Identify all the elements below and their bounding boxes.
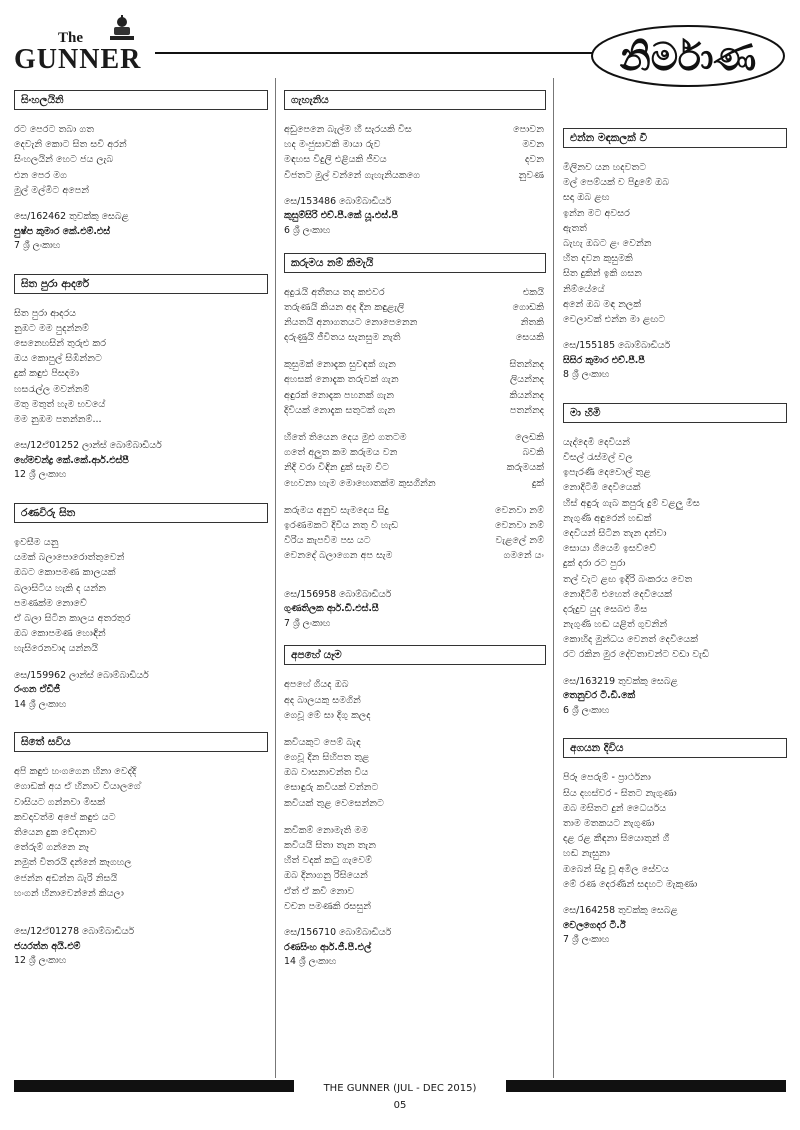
poem-line: තියෙන දුක වේදනාව xyxy=(14,827,97,839)
poem-line: එන පෙර මග xyxy=(14,169,67,181)
poet-regiment: 8 ශ්‍රී ලංකාහ xyxy=(563,369,610,381)
poem-line: මුල් මල්මිට අපෙන් xyxy=(14,184,90,196)
poem-line: ඉරණමකට දිවිය නතු වී හැඩ වෙනවා නම් xyxy=(284,519,544,531)
poem-4 xyxy=(14,732,268,968)
poet-rank: සෙ/164258 තුවක්කු සෙබළ xyxy=(563,904,678,916)
poet-regiment: 7 ශ්‍රී ලංකාහ xyxy=(284,617,331,629)
poem-line: සෙනෙහසින් තුරුළු කර xyxy=(14,338,106,350)
poem-line: ඉන්න මට අවසර xyxy=(563,207,630,219)
poem-line: තරුණයි කියන අද දින කඳුළැලි ගොඩකි xyxy=(284,301,544,313)
poem-line: ඉවසීම යනු xyxy=(14,537,59,548)
column-left xyxy=(14,90,268,981)
poet-name: පුෂ්ප කුමාර කේ.එම්.එස් xyxy=(14,225,110,237)
poet-name: රංගන ඒඩීජී xyxy=(14,684,60,696)
poem-line: දෙවැනි කොට සිත සවි අරන් xyxy=(14,139,127,151)
poem-line: මතු මතුත් හැම භවයේ xyxy=(14,398,106,410)
poem-line: දිවියක් නොදැක සතුටක් ගැන පතන්නද xyxy=(284,404,544,416)
poem-2 xyxy=(14,274,268,483)
poet-name: රණසිංහ ආර්.ජී.පී.එල් xyxy=(284,941,372,953)
poet-regiment: 12 ශ්‍රී ලංකාහ xyxy=(14,469,67,481)
poem-line: විජතට මුල් වන්නේ ගැහැනියකගෙ නුවණ xyxy=(284,169,544,181)
poem-line: සිය දහස්වර - සිතට නැගුණා xyxy=(563,787,677,799)
poem-line: කවියක් තුළ වෙසෙන්නට xyxy=(284,797,384,809)
poem-7 xyxy=(284,645,546,969)
poem-line: ඇතත් xyxy=(563,222,587,234)
poem-line: ඔබට කොපමණ කාලයක් xyxy=(14,567,116,579)
poem-line: ගෙවූ දින සිහිපත තුළ xyxy=(284,752,370,764)
poem-title: කරුමය නම් කිමැයි xyxy=(284,253,546,273)
poem-8 xyxy=(563,128,787,383)
poem-line: හිත් වදක් කටු ගැවෙම් xyxy=(284,855,372,867)
poet-rank: සෙ/162462 තුවක්කු සෙබළ xyxy=(14,210,129,222)
poem-line: රට පෙරට තබා ගත xyxy=(14,124,95,135)
poem-line: කරුමය අනුව සැමදෙය සිදු වෙනවා නම් xyxy=(284,504,544,516)
poem-line: අඩුපෙනෙ බැල්ම හී සැරයකි විස පොවන xyxy=(284,124,544,135)
footer-issue: THE GUNNER (JUL - DEC 2015) xyxy=(323,1083,477,1094)
poem-10 xyxy=(563,738,787,947)
poem-line: බලාසිටිය හැකි ද යන්න xyxy=(14,582,106,594)
brand-text: නිර්මාණ xyxy=(619,35,757,79)
poem-line: නිදි වරා විඳින දුක් සැම විට කරුමයක් xyxy=(284,462,544,474)
poem-title: සිතේ සවිය xyxy=(14,732,268,752)
poet-rank: සෙ/159962 ලාන්ස් බොම්බාඩියර් xyxy=(14,669,149,681)
poem-line: අපි කඳුළු හංගගෙන හිනා වෙද්දි xyxy=(14,766,137,778)
poem-line: සිත පුරා ආදරය xyxy=(14,307,77,319)
poet-regiment: 7 ශ්‍රී ලංකාහ xyxy=(14,240,61,252)
poem-line: හද මංජුසාවකි මායා රුව මවන xyxy=(284,139,544,151)
poem-title: රණවිරු සිත xyxy=(14,503,268,523)
poem-line: හඬ නැසුනා xyxy=(563,848,610,860)
poem-line: දෙවියන් සිටින තැන දන්වා xyxy=(563,527,667,539)
poem-line: නොදිටිමි එහෙත් දෙවියෙක් xyxy=(563,588,672,600)
poem-line: යැද්දෙමි දෙවියන් xyxy=(563,436,630,448)
poet-regiment: 6 ශ්‍රී ලංකාහ xyxy=(563,704,610,716)
poem-line: වෙනදේ බලාගෙන අප සැම ගමනේ යං xyxy=(284,550,544,562)
poem-line: තාම මතකයට නැගුණා xyxy=(563,818,655,829)
poem-line: මිලිනව යන හදවතට xyxy=(563,162,647,173)
poem-line: ඒත් ඒ කවි නොව xyxy=(284,885,355,897)
poet-regiment: 12 ශ්‍රී ලංකාහ xyxy=(14,955,67,967)
poem-line: ඔය කොපුල් සිඹින්නට xyxy=(14,353,102,365)
poet-name: කුසුම්සිරි එච්.පී.කේ යූ.එස්.පී xyxy=(284,210,398,222)
poem-9 xyxy=(563,403,787,719)
crest-icon xyxy=(106,14,138,44)
header-rule xyxy=(155,52,595,54)
poem-line: මල් පෙම්යක් ව පිදුමේ ඔබ xyxy=(563,177,670,189)
poem-title: අගයන දිවිය xyxy=(563,738,787,758)
poem-line: සිංහලයින් හෙට ජය ලැබ xyxy=(14,154,114,166)
poet-regiment: 6 ශ්‍රී ලංකාහ xyxy=(284,224,331,236)
poem-line: අද බාලයකු සමගින් xyxy=(284,694,361,706)
poem-line: ඉපැරණි දෙවොල් තුළ xyxy=(563,467,651,479)
poem-lines xyxy=(14,122,268,198)
poem-line: හසරැල්ල මවන්නම් xyxy=(14,383,90,395)
poem-6 xyxy=(284,253,546,632)
poem-3 xyxy=(14,503,268,712)
poem-line: ඔබ වාසනාවන්ත විය xyxy=(284,767,369,779)
poem-line: වාසියට ගන්නවා මිසක් xyxy=(14,796,105,808)
poem-5 xyxy=(284,90,546,239)
poet-name: තෙනුවර ටී.ඩී.කේ xyxy=(563,690,636,702)
footer-bar-right xyxy=(506,1080,786,1092)
poet-name: වෙලගෙදර ටී.ඊ xyxy=(563,919,626,931)
poem-line: පිරූ පෙරුම් - ප්‍රාර්ථනා xyxy=(563,772,651,784)
poem-line: දරුදුව යුද සෙබළු මිස xyxy=(563,603,648,615)
poet-regiment: 7 ශ්‍රී ලංකාහ xyxy=(563,934,610,946)
poem-line: දුක් දරා රට පුරා xyxy=(563,558,626,570)
poem-line: ගෙවූ මේ සා දිගු කලද xyxy=(284,709,371,721)
poet-name: ජයරත්න අයි.එම් xyxy=(14,940,81,952)
poem-line: අපහේ ගියද ඔබ xyxy=(284,679,349,691)
poem-line: නැගුණි හඬ යළිත් ගුවනින් xyxy=(563,619,668,631)
poem-line: ඔබ කොපමණ හොඳින් xyxy=(14,628,106,640)
poem-line: හෙවනා හැම මොහොතක්ම කුසගින්න දුක් xyxy=(284,477,544,489)
poem-title: අපහේ යෑම xyxy=(284,645,546,665)
poet-rank: සෙ/156958 බොම්බාඩියර් xyxy=(284,588,392,600)
poem-line: හිතේ තියෙන දෙය මුළු ගතටම ලෙඩකි xyxy=(284,432,544,444)
poet-rank: සෙ/153486 බොම්බාඩියර් xyxy=(284,195,392,207)
poem-line: මේ රණ දෙරණින් සදහට මැකුණා xyxy=(563,878,698,890)
poem-line: නැගුණි අඳුරෙන් හඬක් xyxy=(563,512,652,524)
poem-line: ගතේ අලුත කම කරුමය වන බවකි xyxy=(284,447,544,459)
poem-title: සිංහලයිනි xyxy=(14,90,268,110)
poem-line: නුඹට මම පුදන්නම් xyxy=(14,322,89,334)
poem-line: අදුරැයි අතීතය තද කළුවර එකයි xyxy=(284,286,544,298)
poem-line: සොඳුරු කවියක් වන්නට xyxy=(284,782,379,794)
poem-line: කුසුමක් නොදැක සුවඳක් ගැන සිතන්නද xyxy=(284,359,544,371)
column-divider xyxy=(275,78,276,1078)
poem-line: වචන පමණකි රසසුන් xyxy=(284,900,372,912)
poet-name: ගුණතිලක ආර්.ඩී.එස්.සී xyxy=(284,603,379,615)
poem-line: ඒ බලා සිටින කාලය අතරතුර xyxy=(14,612,131,624)
poem-line: නොදිටිමි දෙවියෙක් xyxy=(563,482,641,494)
poem-line: මඳහස විදුලි එළියකි ජීවය දවන xyxy=(284,154,544,166)
poem-line: රට රකින මුර දේවතාවන්ට වඩා වැඩි xyxy=(563,649,710,661)
poem-1 xyxy=(14,90,268,254)
poem-line: කවිකම් නොමැති මම xyxy=(284,824,369,836)
poem-line: වෙලාවක් එන්න මා ළඟට xyxy=(563,313,666,325)
poem-line: විසල් රැස්මල් වල xyxy=(563,452,633,464)
poem-line: ඔබ දිනාගනු රිසියෙන් xyxy=(284,870,368,882)
poem-line: ගොඩක් අය ඒ හිනාව වියාලගේ xyxy=(14,781,141,793)
poem-line: මම නුඹම පතන්නම්... xyxy=(14,414,102,426)
poem-line: කවියයි සිතා තැන තැන xyxy=(284,840,376,851)
poem-title: එන්න මඳකලක් වී xyxy=(563,128,787,148)
poem-line: තල් වැට ළඟ ඉදිරි බංකරය වෙත xyxy=(563,573,693,585)
poem-line: කවියකුට පෙම් බැඳ xyxy=(284,736,361,748)
poem-line: දරුණුයි ජීවිතය සැනසුම නැති සෙයකි xyxy=(284,332,544,344)
footer-bar-left xyxy=(14,1080,294,1092)
poem-line: නියතයි අනාගතයට නොපෙනෙන නිතකි xyxy=(284,316,544,328)
poem-line: නිම්යේයේ xyxy=(563,283,605,295)
poem-line: අඳුරක් නොදැක පහනක් ගැන කියන්නද xyxy=(284,389,544,401)
poem-line: නමුත් විතරයි දන්නේ කෑගහල xyxy=(14,857,132,869)
logo-the: The xyxy=(58,30,84,46)
poem-line: හැසිරෙනවාද යන්නයි xyxy=(14,643,98,655)
poem-line: පමණක්ම නොවේ xyxy=(14,597,87,609)
poet-rank: සෙ/12ඒ01252 ලාන්ස් බොම්බාඩියර් xyxy=(14,440,162,452)
poet-rank: සෙ/156710 බොම්බාඩියර් xyxy=(284,926,392,938)
poet-name: හේමචන්ද්‍ර කේ.කේ.ආර්.එස්පී xyxy=(14,454,129,466)
poem-line: හිත දවන කුසුමකි xyxy=(563,253,633,265)
poet-regiment: 14 ශ්‍රී ලංකාහ xyxy=(14,698,67,710)
poem-line: යමක් බලාපොරොත්තුවෙන් xyxy=(14,552,125,564)
poem-line: තේරුම් ගන්නෙ නෑ xyxy=(14,842,89,854)
poem-line: සොයා ගියෙමි ඉසව්වේ xyxy=(563,543,657,555)
logo-gunner: GUNNER xyxy=(14,44,142,75)
column-middle xyxy=(284,90,546,982)
poem-line: බැහැ ඔබට ළං වෙන්න xyxy=(563,237,652,249)
poem-line: කවදාවත්ම අපේ කඳුළු යට xyxy=(14,811,116,823)
poet-name: සිසිර කුමාර එච්.පී.පී xyxy=(563,354,645,366)
poet-regiment: 14 ශ්‍රී ලංකාහ xyxy=(284,956,337,968)
poem-line: හංගන් හිනාවෙන්නේ කියලා xyxy=(14,887,124,899)
brand-title xyxy=(588,14,788,92)
poem-line: අහසක් නොදැක තරුවක් ගැන ලියන්නද xyxy=(284,374,544,386)
poet-rank: සෙ/12ඒ01278 බොම්බාඩියර් xyxy=(14,925,135,937)
column-divider xyxy=(553,78,554,1078)
poem-line: හිස් අඳුරු ගැබ කපුරු දුම් වළලු මිස xyxy=(563,497,700,509)
poem-line: අනේ ඔබ මඳ නලක් xyxy=(563,298,642,310)
poem-line: කොහිද මුන්ධය වෙනත් දෙවියෙක් xyxy=(563,634,699,646)
poem-title: මා හිමි xyxy=(563,403,787,423)
poem-line: සිත දුකින් ඉකි ගසන xyxy=(563,268,643,280)
poet-rank: සෙ/163219 තුවක්කු සෙබළ xyxy=(563,675,678,687)
poem-line: දළ රළ කීඳනා සියොතුන් ගී xyxy=(563,833,670,845)
poem-title: සිත පුරා ආදරේ xyxy=(14,274,268,294)
poet-rank: සෙ/155185 බොම්බාඩියර් xyxy=(563,340,671,352)
column-right xyxy=(563,128,787,960)
poem-line: වීරිය කැපවීම පස යට වැළලේ නම් xyxy=(284,535,544,547)
poem-line: සදා ඔබ ළඟ xyxy=(563,192,610,204)
poem-line: ඔබ මසිතට දුන් ධෛර්යය xyxy=(563,802,667,814)
poem-line: ජෙන්න අඩන්න බැරි නිසයි xyxy=(14,872,118,884)
poem-line: දුක් කඳුළු පිසදමා xyxy=(14,368,80,380)
poem-title: ගැහැනිය xyxy=(284,90,546,110)
page-number: 05 xyxy=(393,1100,407,1111)
poem-line: ඔබෙන් සිදු වූ අමිල සේවය xyxy=(563,863,669,875)
masthead xyxy=(14,14,154,76)
